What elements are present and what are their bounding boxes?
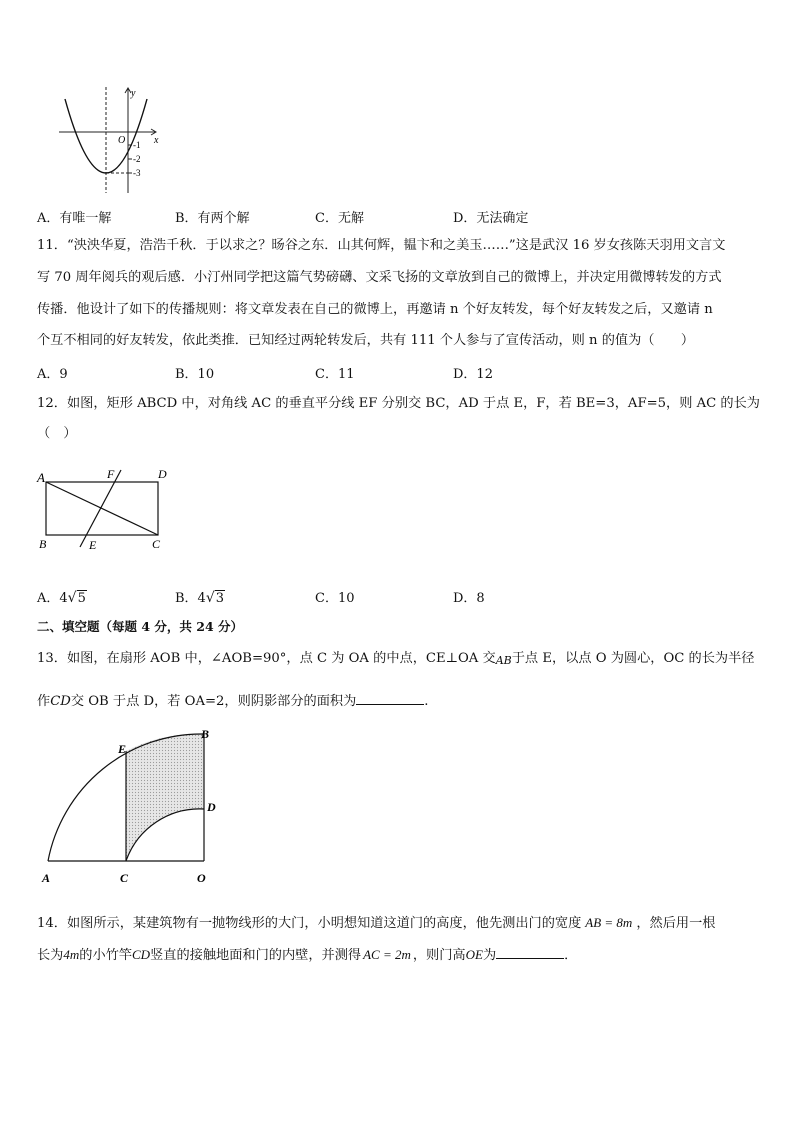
option-d[interactable]: D．无法确定 <box>453 211 529 226</box>
axis-y-label: y <box>131 88 136 99</box>
arc-ab: AB <box>495 654 512 667</box>
point-label-b: B <box>39 537 47 551</box>
q11-line-1: 11．“泱泱华夏，浩浩千秋．于以求之？旸谷之东．山其何辉，韫卞和之美玉……”这是武汉 16 岁女孩陈天羽用文言文 <box>37 238 726 253</box>
math-4m: 4m <box>63 947 80 962</box>
point-label-e: E <box>89 538 97 552</box>
tick-label: -2 <box>133 154 141 164</box>
option-b[interactable]: B．10 <box>175 367 215 382</box>
q11-options <box>37 363 757 383</box>
point-label-d: D <box>207 800 216 814</box>
parabola-graph <box>55 85 170 195</box>
math-ac: AC = 2m <box>363 947 411 962</box>
q11-line-2: 写 70 周年阅兵的观后感．小汀州同学把这篇气势磅礴、文采飞扬的文章放到自己的微博上，并决定用微博转发的方式 <box>37 270 722 285</box>
point-label-c: C <box>120 871 129 885</box>
option-c[interactable]: C．10 <box>315 591 355 606</box>
q11-line-4: 个互不相同的好友转发，依此类推．已知经过两轮转发后，共有 111 个人参与了宣传活动，则 n 的值为（ ） <box>37 333 695 348</box>
q13-line-2: 作CD交 OB 于点 D，若 OA=2，则阴影部分的面积为 . <box>37 691 429 712</box>
q12-line-1: 12．如图，矩形 ABCD 中，对角线 AC 的垂直平分线 EF 分别交 BC，AD 于点 E，F，若 BE=3，AF=5，则 AC 的长为 <box>37 396 760 411</box>
point-label-c: C <box>152 537 161 551</box>
point-label-b: B <box>201 727 210 741</box>
math-oe: OE <box>465 947 483 962</box>
origin-label: O <box>118 135 126 146</box>
arc-cd: CD <box>50 694 71 709</box>
q12-options <box>37 587 757 607</box>
q12-line-2: （ ） <box>37 426 77 441</box>
tick-label: -1 <box>133 140 141 150</box>
answer-blank[interactable] <box>356 691 424 705</box>
point-label-e: E <box>118 742 127 756</box>
math-cd: CD <box>132 947 151 962</box>
sector-figure <box>38 725 228 885</box>
point-label-a: A <box>42 871 51 885</box>
option-c[interactable]: C．无解 <box>315 211 364 226</box>
point-label-f: F <box>107 467 115 481</box>
rectangle-figure <box>35 465 175 555</box>
option-d[interactable]: D．8 <box>453 591 485 606</box>
tick-label: -3 <box>133 168 141 178</box>
option-a[interactable]: A．有唯一解 <box>37 211 112 226</box>
option-a[interactable]: A．9 <box>37 367 68 382</box>
q14-line-1: 14．如图所示，某建筑物有一抛物线形的大门，小明想知道这道门的高度，他先测出门的宽度 AB = 8m ，然后用一根 <box>37 915 716 931</box>
option-a[interactable]: A．4√5 <box>37 590 86 606</box>
point-label-d: D <box>158 467 167 481</box>
q11-line-3: 传播．他设计了如下的传播规则：将文章发表在自己的微博上，再邀请 n 个好友转发，每个好友转发之后，又邀请 n <box>37 302 713 317</box>
option-b[interactable]: B．4√3 <box>175 590 225 606</box>
point-label-a: A <box>37 470 45 485</box>
option-d[interactable]: D．12 <box>453 367 493 382</box>
axis-x-label: x <box>154 135 159 146</box>
answer-blank[interactable] <box>496 945 564 959</box>
math-ab: AB = 8m <box>585 915 633 930</box>
q10-options <box>37 207 757 227</box>
q13-line-1: 13．如图，在扇形 AOB 中，∠AOB=90°，点 C 为 OA 的中点，CE⊥OA 交AB于点 E，以点 O 为圆心，OC 的长为半径 <box>37 651 755 667</box>
option-b[interactable]: B．有两个解 <box>175 211 250 226</box>
section-heading: 二、填空题（每题 4 分，共 24 分） <box>37 619 244 634</box>
q14-line-2: 长为4m的小竹竿CD竖直的接触地面和门的内壁，并测得 AC = 2m ，则门高OE为 ． <box>37 947 578 963</box>
point-label-o: O <box>197 871 206 885</box>
option-c[interactable]: C．11 <box>315 367 355 382</box>
